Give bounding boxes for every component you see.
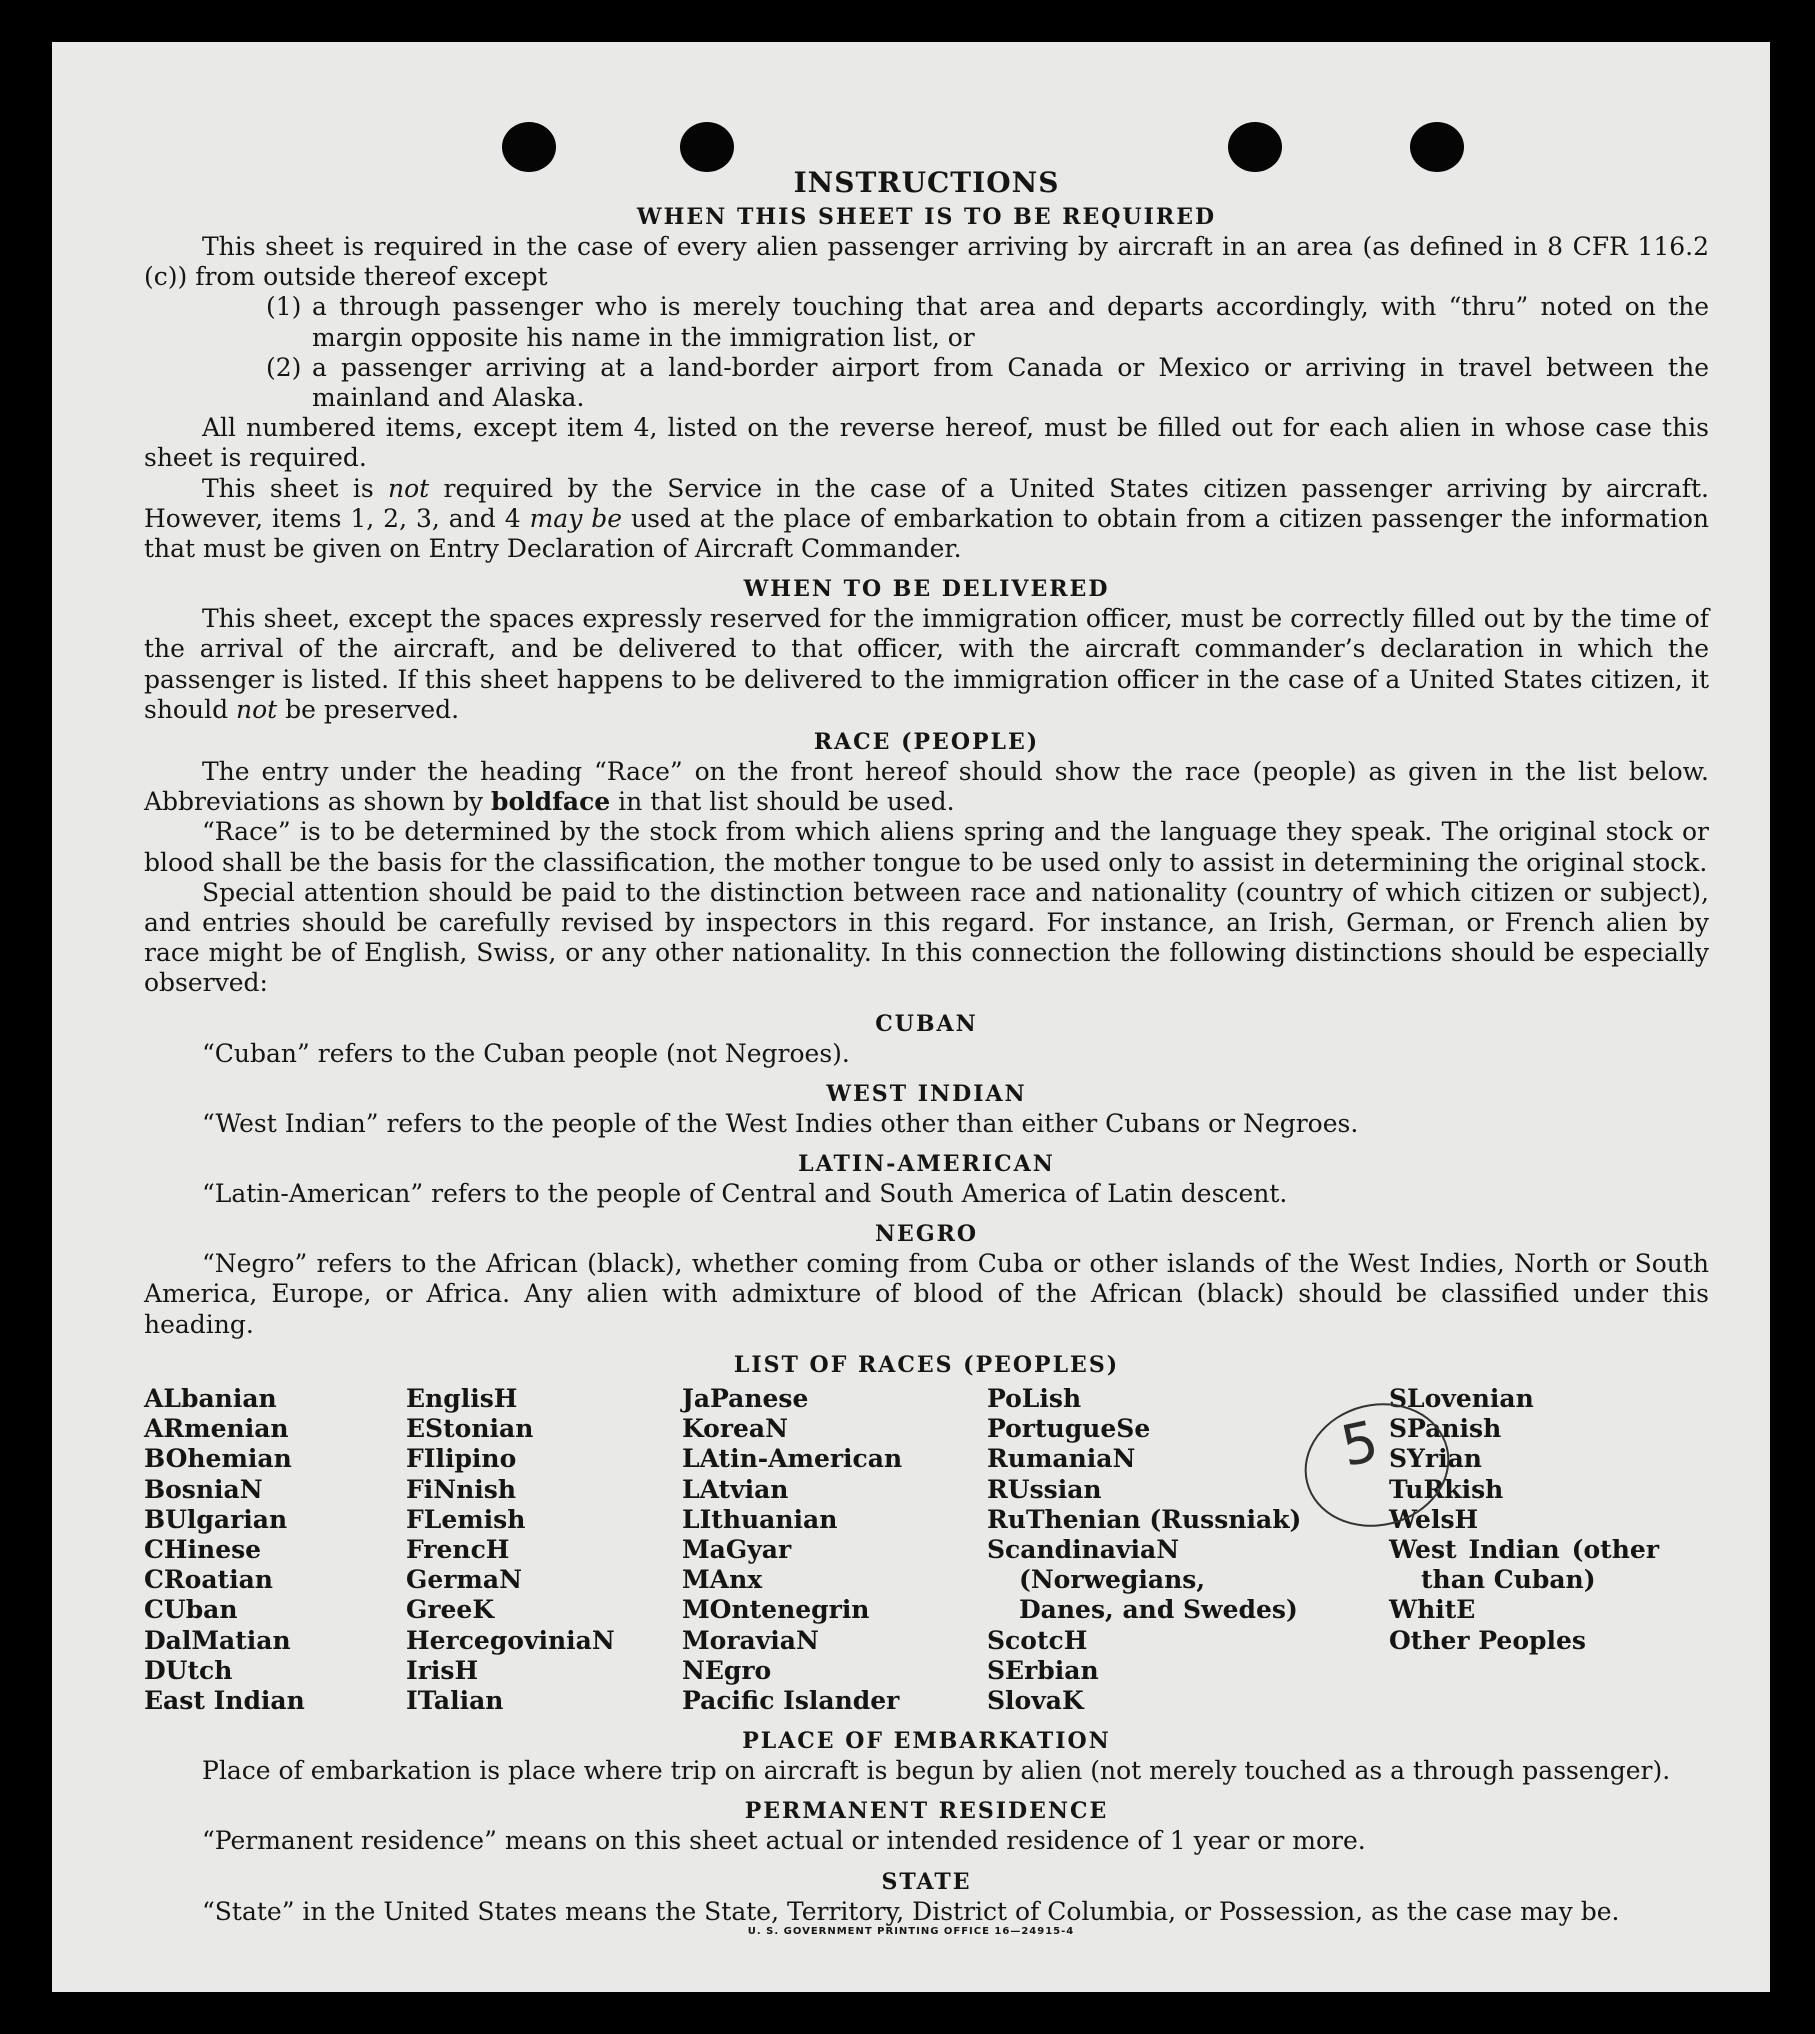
section-heading-cuban: CUBAN (875, 1010, 978, 1037)
emphasis: not (236, 694, 278, 724)
race-item: ALbanian (144, 1383, 277, 1413)
race-item: LAtin-American (682, 1444, 903, 1474)
instructions-body (144, 166, 1709, 1927)
section-heading-races-list: LIST OF RACES (PEOPLES) (733, 1351, 1120, 1378)
page-title: INSTRUCTIONS (793, 166, 1060, 199)
paragraph: “Permanent residence” means on this sheet actual or intended residence of 1 year or more. (202, 1826, 1366, 1856)
race-item: MOntenegrin (682, 1595, 870, 1625)
races-column (406, 1384, 682, 1716)
race-item: SYrian (1389, 1444, 1482, 1474)
text-run: This sheet, except the spaces expressly reserved for the immigration officer, must be correctly filled out by the time of the arrival of the aircraft, and be delivered to that officer, with the aircraft commander’s declaration in which the passenger is listed. If this sheet happens to be delivered to the immigration officer in the case of a United States citizen, it should (144, 604, 1709, 724)
race-item: PortugueSe (987, 1414, 1151, 1444)
list-item-number: (2) (266, 352, 302, 382)
race-item: MAnx (682, 1565, 763, 1595)
race-item: FLemish (406, 1504, 526, 1534)
section-heading-delivered: WHEN TO BE DELIVERED (743, 576, 1110, 603)
text-run: required by the Service in the case of a United States citizen passenger arriving by aircraft. However, items 1, 2, 3, and 4 (144, 473, 1709, 533)
list-item-text: a through passenger who is merely touching that area and departs accordingly, with “thru” noted on the margin opposite his name in the immigration list, or (312, 292, 1709, 352)
paragraph: “Cuban” refers to the Cuban people (not Negroes). (202, 1038, 850, 1068)
race-item: JaPanese (682, 1383, 809, 1413)
race-item: BosniaN (144, 1474, 263, 1504)
text-run: The entry under the heading “Race” on the front hereof should show the race (people) as given in the list below. Abbreviations as shown by (144, 757, 1709, 817)
text-run: This sheet is (202, 473, 388, 503)
race-item: WhitE (1389, 1595, 1476, 1625)
punch-hole (1410, 122, 1464, 172)
race-item: EnglisH (406, 1383, 518, 1413)
text-run: used at the place of embarkation to obtain from a citizen passenger the information that must be given on Entry Declaration of Aircraft Commander. (144, 503, 1709, 564)
race-item: ITalian (406, 1685, 504, 1715)
race-item: ScandinaviaN (Norwegians, Danes, and Swedes) (987, 1534, 1298, 1625)
race-item: West Indian (other than Cuban) (1389, 1534, 1659, 1595)
paragraph (144, 604, 1709, 725)
section-heading-embarkation: PLACE OF EMBARKATION (742, 1728, 1111, 1755)
bold-text: boldface (491, 787, 611, 817)
race-item: FrencH (406, 1534, 510, 1564)
race-item: CRoatian (144, 1565, 273, 1595)
race-item: BUlgarian (144, 1504, 288, 1534)
list-item-number: (1) (266, 292, 302, 322)
race-item: NEgro (682, 1655, 772, 1685)
race-item: WelsH (1389, 1504, 1479, 1534)
paragraph: “State” in the United States means the State, Territory, District of Columbia, or Possession, as the case may be. (202, 1896, 1620, 1926)
race-item: ARmenian (144, 1414, 289, 1444)
section-heading-required: WHEN THIS SHEET IS TO BE REQUIRED (636, 204, 1217, 230)
race-item: DUtch (144, 1655, 233, 1685)
race-item: CHinese (144, 1534, 262, 1564)
race-item: Other Peoples (1389, 1625, 1586, 1655)
emphasis: may be (529, 503, 623, 533)
race-item: PoLish (987, 1383, 1082, 1413)
races-list (144, 1384, 1709, 1716)
race-item: TuRkish (1389, 1474, 1504, 1504)
race-item: SlovaK (987, 1685, 1084, 1715)
section-heading-race: RACE (PEOPLE) (813, 729, 1040, 756)
printer-footer: U. S. GOVERNMENT PRINTING OFFICE 16—24915-4 (747, 1926, 1075, 1937)
race-item: IrisH (406, 1655, 479, 1685)
race-item: MoraviaN (682, 1625, 819, 1655)
races-column (144, 1384, 406, 1716)
paragraph: Special attention should be paid to the distinction between race and nationality (country of which citizen or subject), and entries should be carefully revised by inspectors in this regard. For instance, an Irish, German, or French alien by race might be of English, Swiss, or any other nationality. In this connection the following distinctions should be especially observed: (144, 877, 1709, 998)
race-item: FIlipino (406, 1444, 517, 1474)
races-column (987, 1384, 1305, 1716)
race-item: CUban (144, 1595, 238, 1625)
text-run: in that list should be used. (610, 787, 955, 817)
race-item: LIthuanian (682, 1504, 838, 1534)
section-heading-latin-american: LATIN-AMERICAN (798, 1151, 1055, 1178)
race-item: MaGyar (682, 1534, 792, 1564)
punch-hole (502, 122, 556, 172)
paragraph: “Latin-American” refers to the people of Central and South America of Latin descent. (202, 1179, 1288, 1209)
race-item: GermaN (406, 1565, 522, 1595)
section-heading-state: STATE (881, 1868, 972, 1895)
race-item: RuThenian (Russniak) (987, 1504, 1302, 1534)
race-item: EStonian (406, 1414, 534, 1444)
paragraph: “Negro” refers to the African (black), whether coming from Cuba or other islands of the West Indies, North or South America, Europe, or Africa. Any alien with admixture of blood of the African (black) should be classified under this heading. (144, 1249, 1709, 1339)
handwritten-mark: 5 (1335, 1409, 1385, 1480)
section-heading-residence: PERMANENT RESIDENCE (744, 1798, 1109, 1825)
race-item: GreeK (406, 1595, 495, 1625)
race-item: SPanish (1389, 1414, 1502, 1444)
race-item: BOhemian (144, 1444, 292, 1474)
race-item: SErbian (987, 1655, 1099, 1685)
section-heading-negro: NEGRO (874, 1221, 979, 1248)
list-item (266, 292, 1709, 352)
punch-hole (680, 122, 734, 172)
emphasis: not (388, 473, 430, 503)
race-item: Pacific Islander (682, 1685, 900, 1715)
race-item: East Indian (144, 1685, 305, 1715)
race-item: SLovenian (1389, 1383, 1534, 1413)
race-item: RumaniaN (987, 1444, 1136, 1474)
paragraph: This sheet is required in the case of every alien passenger arriving by aircraft in an area (as defined in 8 CFR 116.2 (c)) from outside thereof except (144, 232, 1709, 292)
document-sheet (52, 42, 1770, 1992)
races-column (682, 1384, 987, 1716)
text-run: be preserved. (277, 694, 460, 724)
race-item: KoreaN (682, 1414, 788, 1444)
paragraph: All numbered items, except item 4, listed on the reverse hereof, must be filled out for each alien in whose case this sheet is required. (144, 413, 1709, 473)
list-item (266, 353, 1709, 413)
paragraph: Place of embarkation is place where trip on aircraft is begun by alien (not merely touched as a through passenger). (202, 1756, 1671, 1786)
race-item: DalMatian (144, 1625, 291, 1655)
paragraph: “West Indian” refers to the people of the West Indies other than either Cubans or Negroes. (202, 1108, 1359, 1138)
paragraph (144, 757, 1709, 817)
section-heading-west-indian: WEST INDIAN (826, 1080, 1027, 1107)
paragraph: “Race” is to be determined by the stock from which aliens spring and the language they speak. The original stock or blood shall be the basis for the classification, the mother tongue to be used only to assist in determining the original stock. (144, 817, 1709, 877)
race-item: HercegoviniaN (406, 1625, 615, 1655)
paragraph (144, 474, 1709, 565)
race-item: RUssian (987, 1474, 1102, 1504)
race-item: ScotcH (987, 1625, 1088, 1655)
list-item-text: a passenger arriving at a land-border airport from Canada or Mexico or arriving in travel between the mainland and Alaska. (312, 352, 1709, 413)
race-item: LAtvian (682, 1474, 789, 1504)
race-item: FiNnish (406, 1474, 517, 1504)
punch-hole (1228, 122, 1282, 172)
